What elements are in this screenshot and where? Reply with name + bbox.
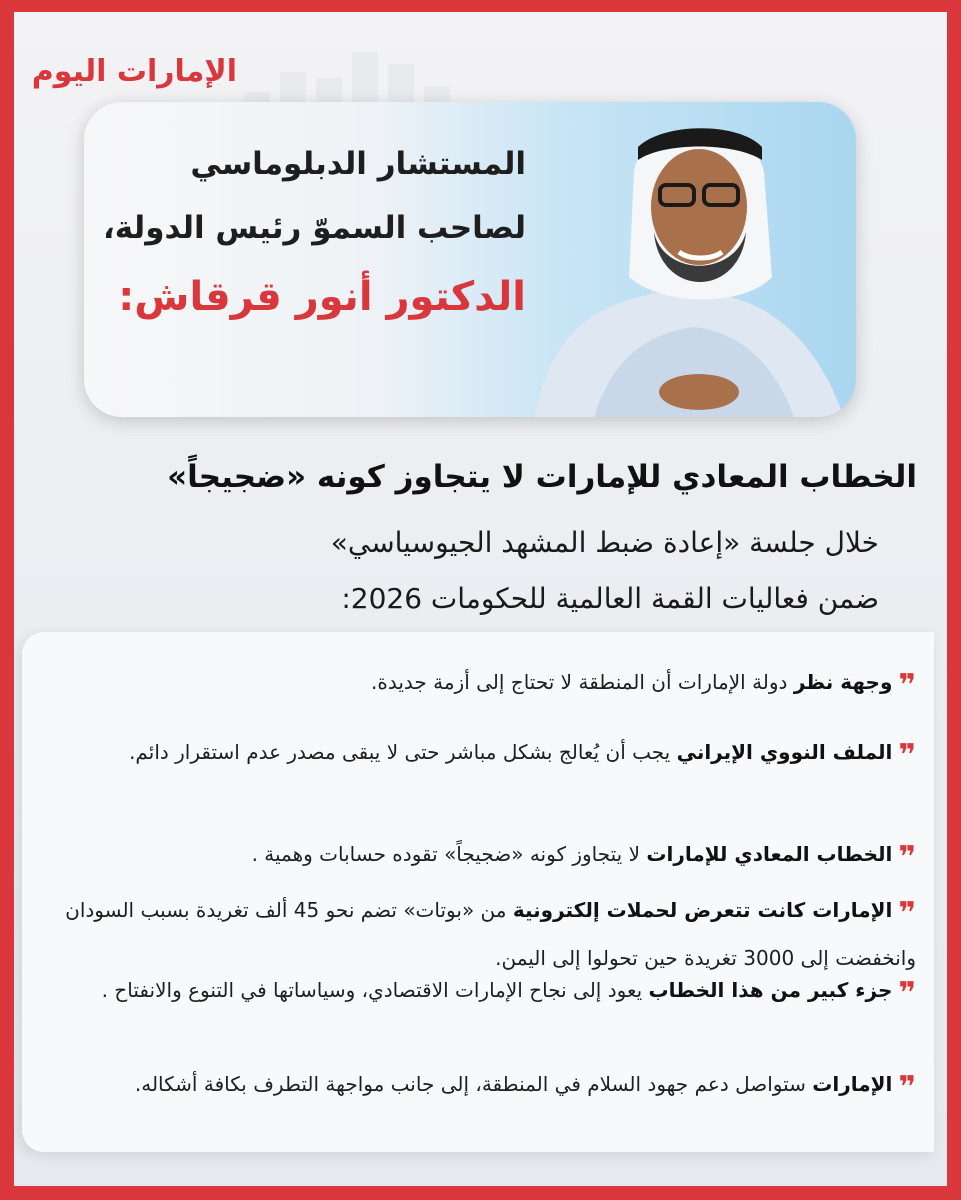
bullet-list bbox=[22, 632, 934, 1152]
quote-mark-icon: ❞ bbox=[898, 840, 916, 875]
list-item bbox=[56, 1062, 916, 1110]
quote-mark-icon: ❞ bbox=[898, 896, 916, 931]
list-item bbox=[56, 730, 916, 778]
hero-title-line-1: المستشار الدبلوماسي bbox=[190, 146, 526, 182]
bullet-text: يجب أن يُعالج بشكل مباشر حتى لا يبقى مصدر عدم استقرار دائم. bbox=[129, 740, 677, 764]
hero-person-name: الدكتور أنور قرقاش: bbox=[118, 274, 526, 321]
list-item bbox=[56, 832, 916, 880]
bullet-text: ستواصل دعم جهود السلام في المنطقة، إلى جانب مواجهة التطرف بكافة أشكاله. bbox=[134, 1072, 813, 1096]
bullet-bold-text: الإمارات كانت تتعرض لحملات إلكترونية bbox=[512, 898, 893, 922]
bullet-text: لا يتجاوز كونه «ضجيجاً» تقوده حسابات وهمية . bbox=[251, 842, 647, 866]
hero-title-line-2: لصاحب السموّ رئيس الدولة، bbox=[102, 210, 526, 247]
bullet-bold-text: الخطاب المعادي للإمارات bbox=[646, 842, 893, 866]
list-item bbox=[56, 888, 916, 980]
quote-mark-icon: ❞ bbox=[898, 1070, 916, 1105]
portrait-image bbox=[514, 102, 856, 417]
bullet-text: يعود إلى نجاح الإمارات الاقتصادي، وسياساتها في التنوع والانفتاح . bbox=[101, 978, 649, 1002]
bullet-bold-text: الملف النووي الإيراني bbox=[676, 740, 893, 764]
bullet-bold-text: جزء كبير من هذا الخطاب bbox=[648, 978, 893, 1002]
bullet-bold-text: وجهة نظر bbox=[793, 670, 893, 694]
headline: الخطاب المعادي للإمارات لا يتجاوز كونه «ضجيجاً» bbox=[167, 459, 917, 495]
subheadline-line-2: ضمن فعاليات القمة العالمية للحكومات 2026: bbox=[341, 582, 879, 615]
list-item bbox=[56, 660, 916, 708]
brand-logo: الإمارات اليوم bbox=[31, 54, 237, 89]
quote-mark-icon: ❞ bbox=[898, 668, 916, 703]
hero-text bbox=[96, 147, 526, 319]
subheadline-line-1: خلال جلسة «إعادة ضبط المشهد الجيوسياسي» bbox=[330, 526, 879, 559]
hero-card bbox=[84, 102, 856, 417]
quote-mark-icon: ❞ bbox=[898, 976, 916, 1011]
bullet-text: من «بوتات» تضم نحو 45 ألف تغريدة بسبب السودان وانخفضت إلى 3000 تغريدة حين تحولوا إلى اليمن. bbox=[65, 898, 916, 970]
bullet-bold-text: الإمارات bbox=[812, 1072, 893, 1096]
bullet-text: دولة الإمارات أن المنطقة لا تحتاج إلى أزمة جديدة. bbox=[371, 670, 794, 694]
poster-frame bbox=[14, 12, 947, 1186]
quote-mark-icon: ❞ bbox=[898, 738, 916, 773]
list-item bbox=[56, 968, 916, 1016]
